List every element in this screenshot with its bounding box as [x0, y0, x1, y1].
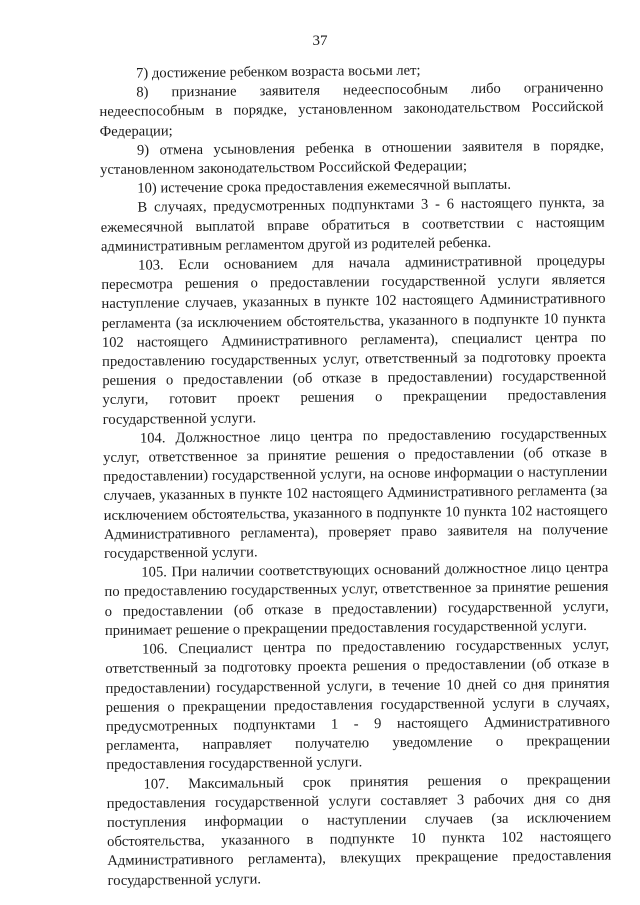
paragraph-104: 104. Должностное лицо центра по предоставлению государственных услуг, ответственное за принятие решения о предоставлении (об отказе в предоставлении) государственной услуги, на основе информации о наступлении случаев, указанных в пункте 102 настоящего Административного регламента (за исключением обстоятельства, указанного в подпункте 10 пункта 102 настоящего Административного регламента), проверяет право заявителя на получение государственной услуги.	[103, 425, 608, 563]
page-number: 37	[312, 33, 328, 49]
paragraph-item-8: 8) признание заявителя недееспособным либо ограниченно недееспособным в порядке, установленном законодательством Российской Федерации;	[99, 79, 604, 140]
paragraph-107: 107. Максимальный срок принятия решения о прекращении предоставления государственной услуги составляет 3 рабочих дня со дня поступления информации о наступлении случаев (за исключением обстоятельства, указанного в подпункте 10 пункта 102 настоящего Административного регламента), влекущих прекращение предоставления государственной услуги.	[106, 771, 612, 889]
document-body	[99, 60, 612, 891]
paragraph-105: 105. При наличии соответствующих оснований должностное лицо центра по предоставлению государственных услуг, ответственное за принятие решения о предоставлении (об отказе в предоставлении) государственной услуги, принимает решение о прекращении предоставления государственной услуги.	[104, 559, 609, 639]
paragraph-cases-note: В случаях, предусмотренных подпунктами 3 - 6 настоящего пункта, за ежемесячной выплатой вправе обратиться в соответствии с настоящим административным регламентом другой из родителей ребенка.	[100, 195, 605, 255]
paragraph-item-10: 10) истечение срока предоставления ежемесячной выплаты.	[137, 176, 512, 197]
paragraph-item-7: 7) достижение ребенком возраста восьми лет;	[136, 62, 421, 82]
paragraph-103: 103. Если основанием для начала административной процедуры пересмотра решения о предоставлении государственной услуги является наступление случаев, указанных в пункте 102 настоящего Административного регламента (за исключением обстоятельства, указанного в подпункте 10 пункта 102 настоящего Административного регламента), специалист центра по предоставлению государственных услуг, ответственный за подготовку проекта решения о предоставлении (об отказе в предоставлении) государственной услуги, готовит проект решения о прекращении предоставления государственной услуги.	[101, 252, 607, 428]
paragraph-item-9: 9) отмена усыновления ребенка в отношении заявителя в порядке, установленном законодательством Российской Федерации;	[100, 137, 604, 179]
paragraph-106: 106. Специалист центра по предоставлению государственных услуг, ответственный за подготовку проекта решения о предоставлении (об отказе в предоставлении) государственной услуги, в течение 10 дней со дня принятия решения о прекращении предоставления государственной услуги в случаях, предусмотренных подпунктами 1 - 9 настоящего Административного регламента, направляет получателю уведомление о прекращении предоставления государственной услуги.	[105, 636, 611, 774]
